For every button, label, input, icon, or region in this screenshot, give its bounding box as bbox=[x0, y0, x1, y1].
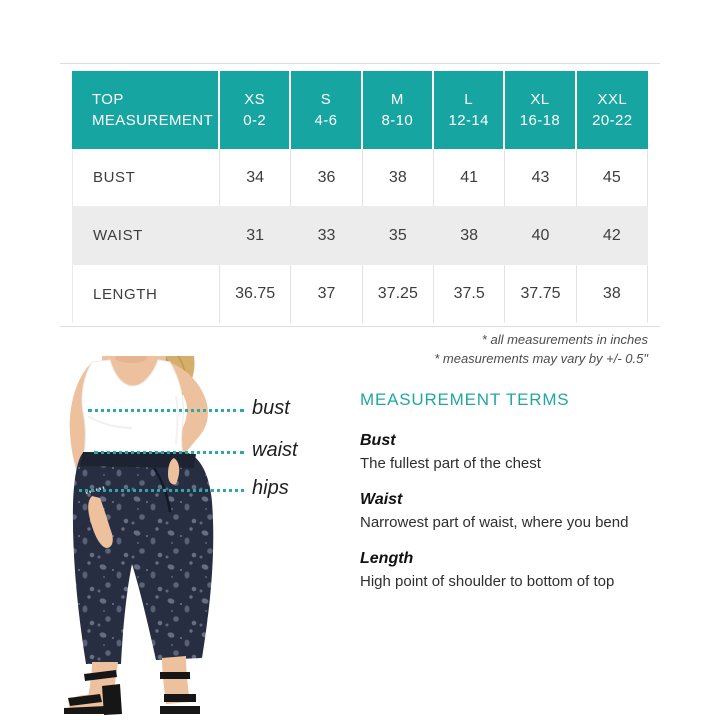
terms-heading: MEASUREMENT TERMS bbox=[360, 390, 570, 409]
bust-label: bust bbox=[252, 397, 290, 419]
size-chart bbox=[60, 63, 660, 327]
bust-s: 36 bbox=[291, 149, 362, 207]
length-row bbox=[72, 265, 648, 323]
length-m: 37.25 bbox=[363, 265, 434, 323]
pants bbox=[73, 452, 213, 664]
bust-xxl: 45 bbox=[577, 149, 648, 207]
waist-label: waist bbox=[252, 439, 298, 461]
hips-measurement-line bbox=[79, 489, 244, 492]
footnote-inches: * all measurements in inches bbox=[481, 332, 648, 347]
term-def-length: High point of shoulder to bottom of top bbox=[360, 573, 615, 590]
header-cell-xs: XS 0-2 bbox=[220, 71, 291, 149]
waist-s: 33 bbox=[291, 207, 362, 265]
term-name-length: Length bbox=[360, 550, 414, 567]
term-def-bust: The fullest part of the chest bbox=[360, 455, 541, 472]
bust-xl: 43 bbox=[505, 149, 576, 207]
length-xs: 36.75 bbox=[220, 265, 291, 323]
length-l: 37.5 bbox=[434, 265, 505, 323]
bust-measurement-line bbox=[88, 409, 244, 412]
header-cell-m: M 8-10 bbox=[363, 71, 434, 149]
row-label-length: LENGTH bbox=[72, 265, 220, 323]
term-bust bbox=[360, 431, 660, 474]
length-xl: 37.75 bbox=[505, 265, 576, 323]
length-s: 37 bbox=[291, 265, 362, 323]
term-length bbox=[360, 549, 660, 592]
header-title-line1: TOP bbox=[92, 91, 124, 108]
waist-m: 35 bbox=[363, 207, 434, 265]
waist-measurement-line bbox=[94, 451, 244, 454]
term-name-bust: Bust bbox=[360, 432, 396, 449]
waist-row bbox=[72, 207, 648, 265]
header-title-line2: MEASUREMENT bbox=[92, 112, 214, 129]
header-cell-s: S 4-6 bbox=[291, 71, 362, 149]
bust-xs: 34 bbox=[220, 149, 291, 207]
measurement-terms bbox=[360, 390, 660, 608]
bust-m: 38 bbox=[363, 149, 434, 207]
footnotes bbox=[434, 330, 648, 368]
header-cell-xl: XL 16-18 bbox=[505, 71, 576, 149]
length-xxl: 38 bbox=[577, 265, 648, 323]
header-cell-xxl: XXL 20-22 bbox=[577, 71, 648, 149]
term-waist bbox=[360, 490, 660, 533]
waist-l: 38 bbox=[434, 207, 505, 265]
header-cell-top-measurement bbox=[72, 71, 220, 149]
bust-l: 41 bbox=[434, 149, 505, 207]
waist-xs: 31 bbox=[220, 207, 291, 265]
row-label-waist: WAIST bbox=[72, 207, 220, 265]
hips-label: hips bbox=[252, 477, 289, 499]
row-label-bust: BUST bbox=[72, 149, 220, 207]
waist-xl: 40 bbox=[505, 207, 576, 265]
header-cell-l: L 12-14 bbox=[434, 71, 505, 149]
waist-xxl: 42 bbox=[577, 207, 648, 265]
footnote-variance: * measurements may vary by +/- 0.5" bbox=[434, 351, 648, 366]
term-def-waist: Narrowest part of waist, where you bend bbox=[360, 514, 629, 531]
term-name-waist: Waist bbox=[360, 491, 403, 508]
size-table bbox=[72, 71, 648, 207]
